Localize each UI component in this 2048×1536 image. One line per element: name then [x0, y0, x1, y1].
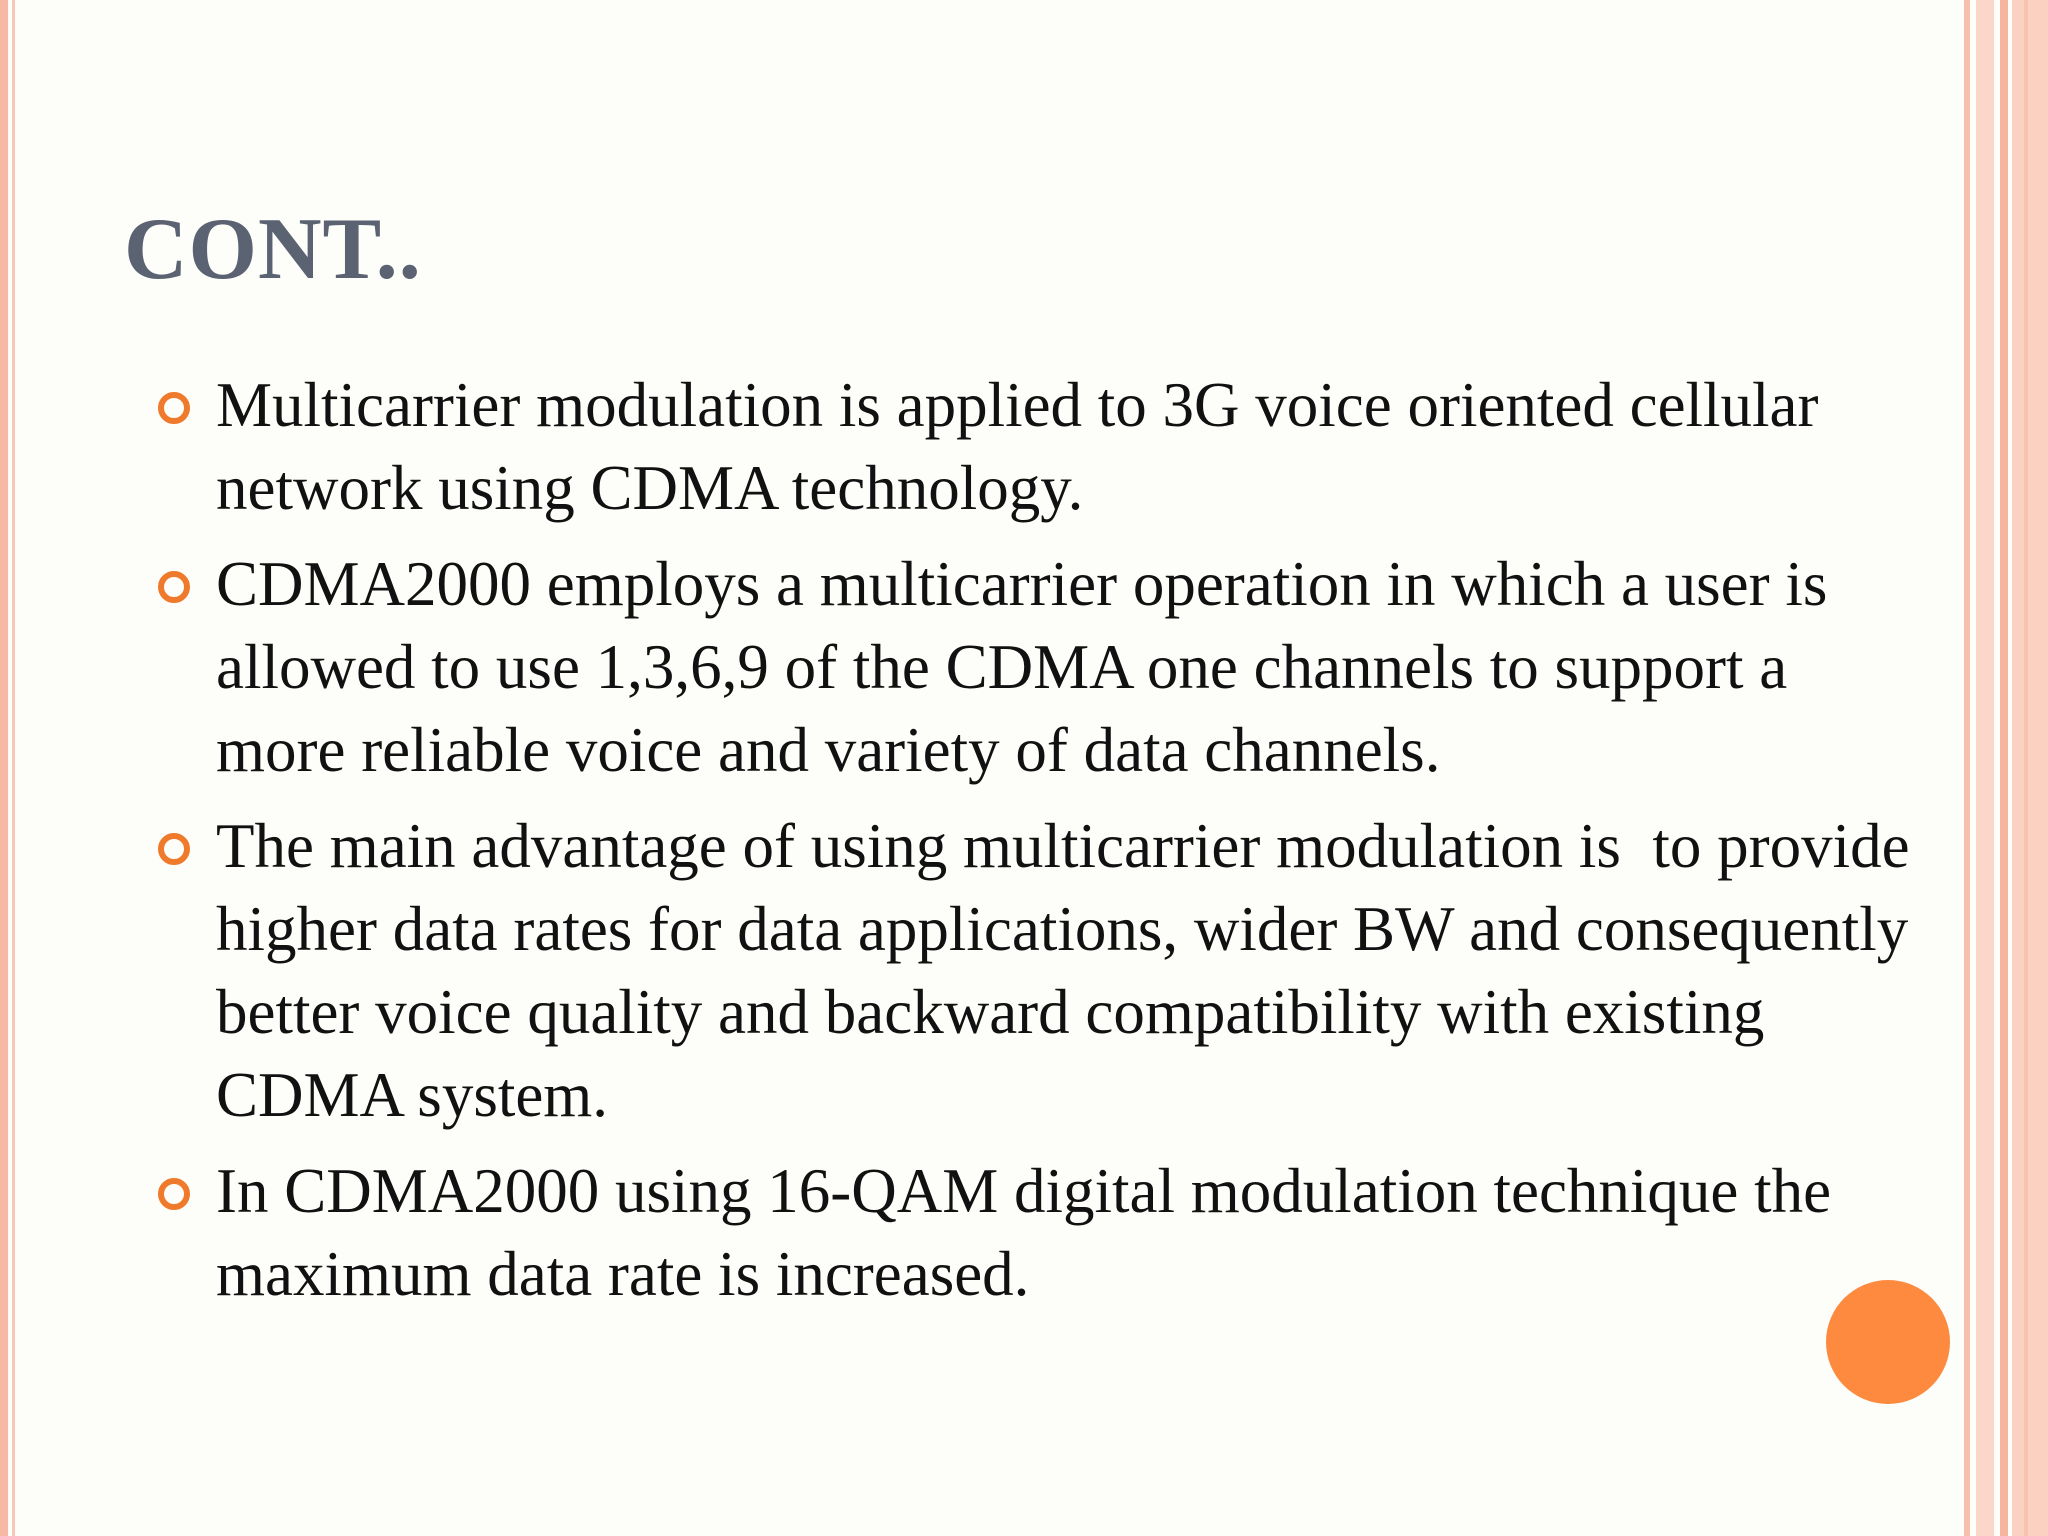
right-border-decoration [1964, 0, 2048, 1536]
bullet-text: CDMA2000 employs a multicarrier operation in which a user is allowed to use 1,3,6,9 of the CDMA one channels to support a more reliable voice and variety of data channels. [216, 549, 1844, 785]
left-border-stripe [12, 0, 15, 1536]
bullet-item [140, 364, 1920, 530]
right-border-stripe [1964, 0, 1970, 1536]
left-border-stripe [0, 0, 8, 1536]
bullet-text: Multicarrier modulation is applied to 3G voice oriented cellular network using CDMA technology. [216, 370, 1835, 523]
left-border-decoration [0, 0, 22, 1536]
bullet-text: In CDMA2000 using 16-QAM digital modulation technique the maximum data rate is increased. [216, 1156, 1847, 1309]
slide-title: CONT.. [124, 201, 422, 298]
hollow-circle-bullet-icon [158, 833, 190, 865]
bullet-list [140, 364, 1926, 1329]
hollow-circle-bullet-icon [158, 571, 190, 603]
bullet-item [140, 805, 1926, 1137]
right-border-stripe [2000, 0, 2008, 1536]
bullet-item [140, 1150, 1920, 1316]
bullet-item [140, 543, 1920, 792]
hollow-circle-bullet-icon [158, 1178, 190, 1210]
right-border-stripe [1976, 0, 1994, 1536]
bullet-text: The main advantage of using multicarrier modulation is to provide higher data rates for data applications, wider BW and consequently better voice quality and backward compatibility with existing CDMA system. [216, 811, 1926, 1130]
right-border-stripe [2012, 0, 2048, 1536]
right-border-stripe [2024, 0, 2028, 1536]
hollow-circle-bullet-icon [158, 392, 190, 424]
